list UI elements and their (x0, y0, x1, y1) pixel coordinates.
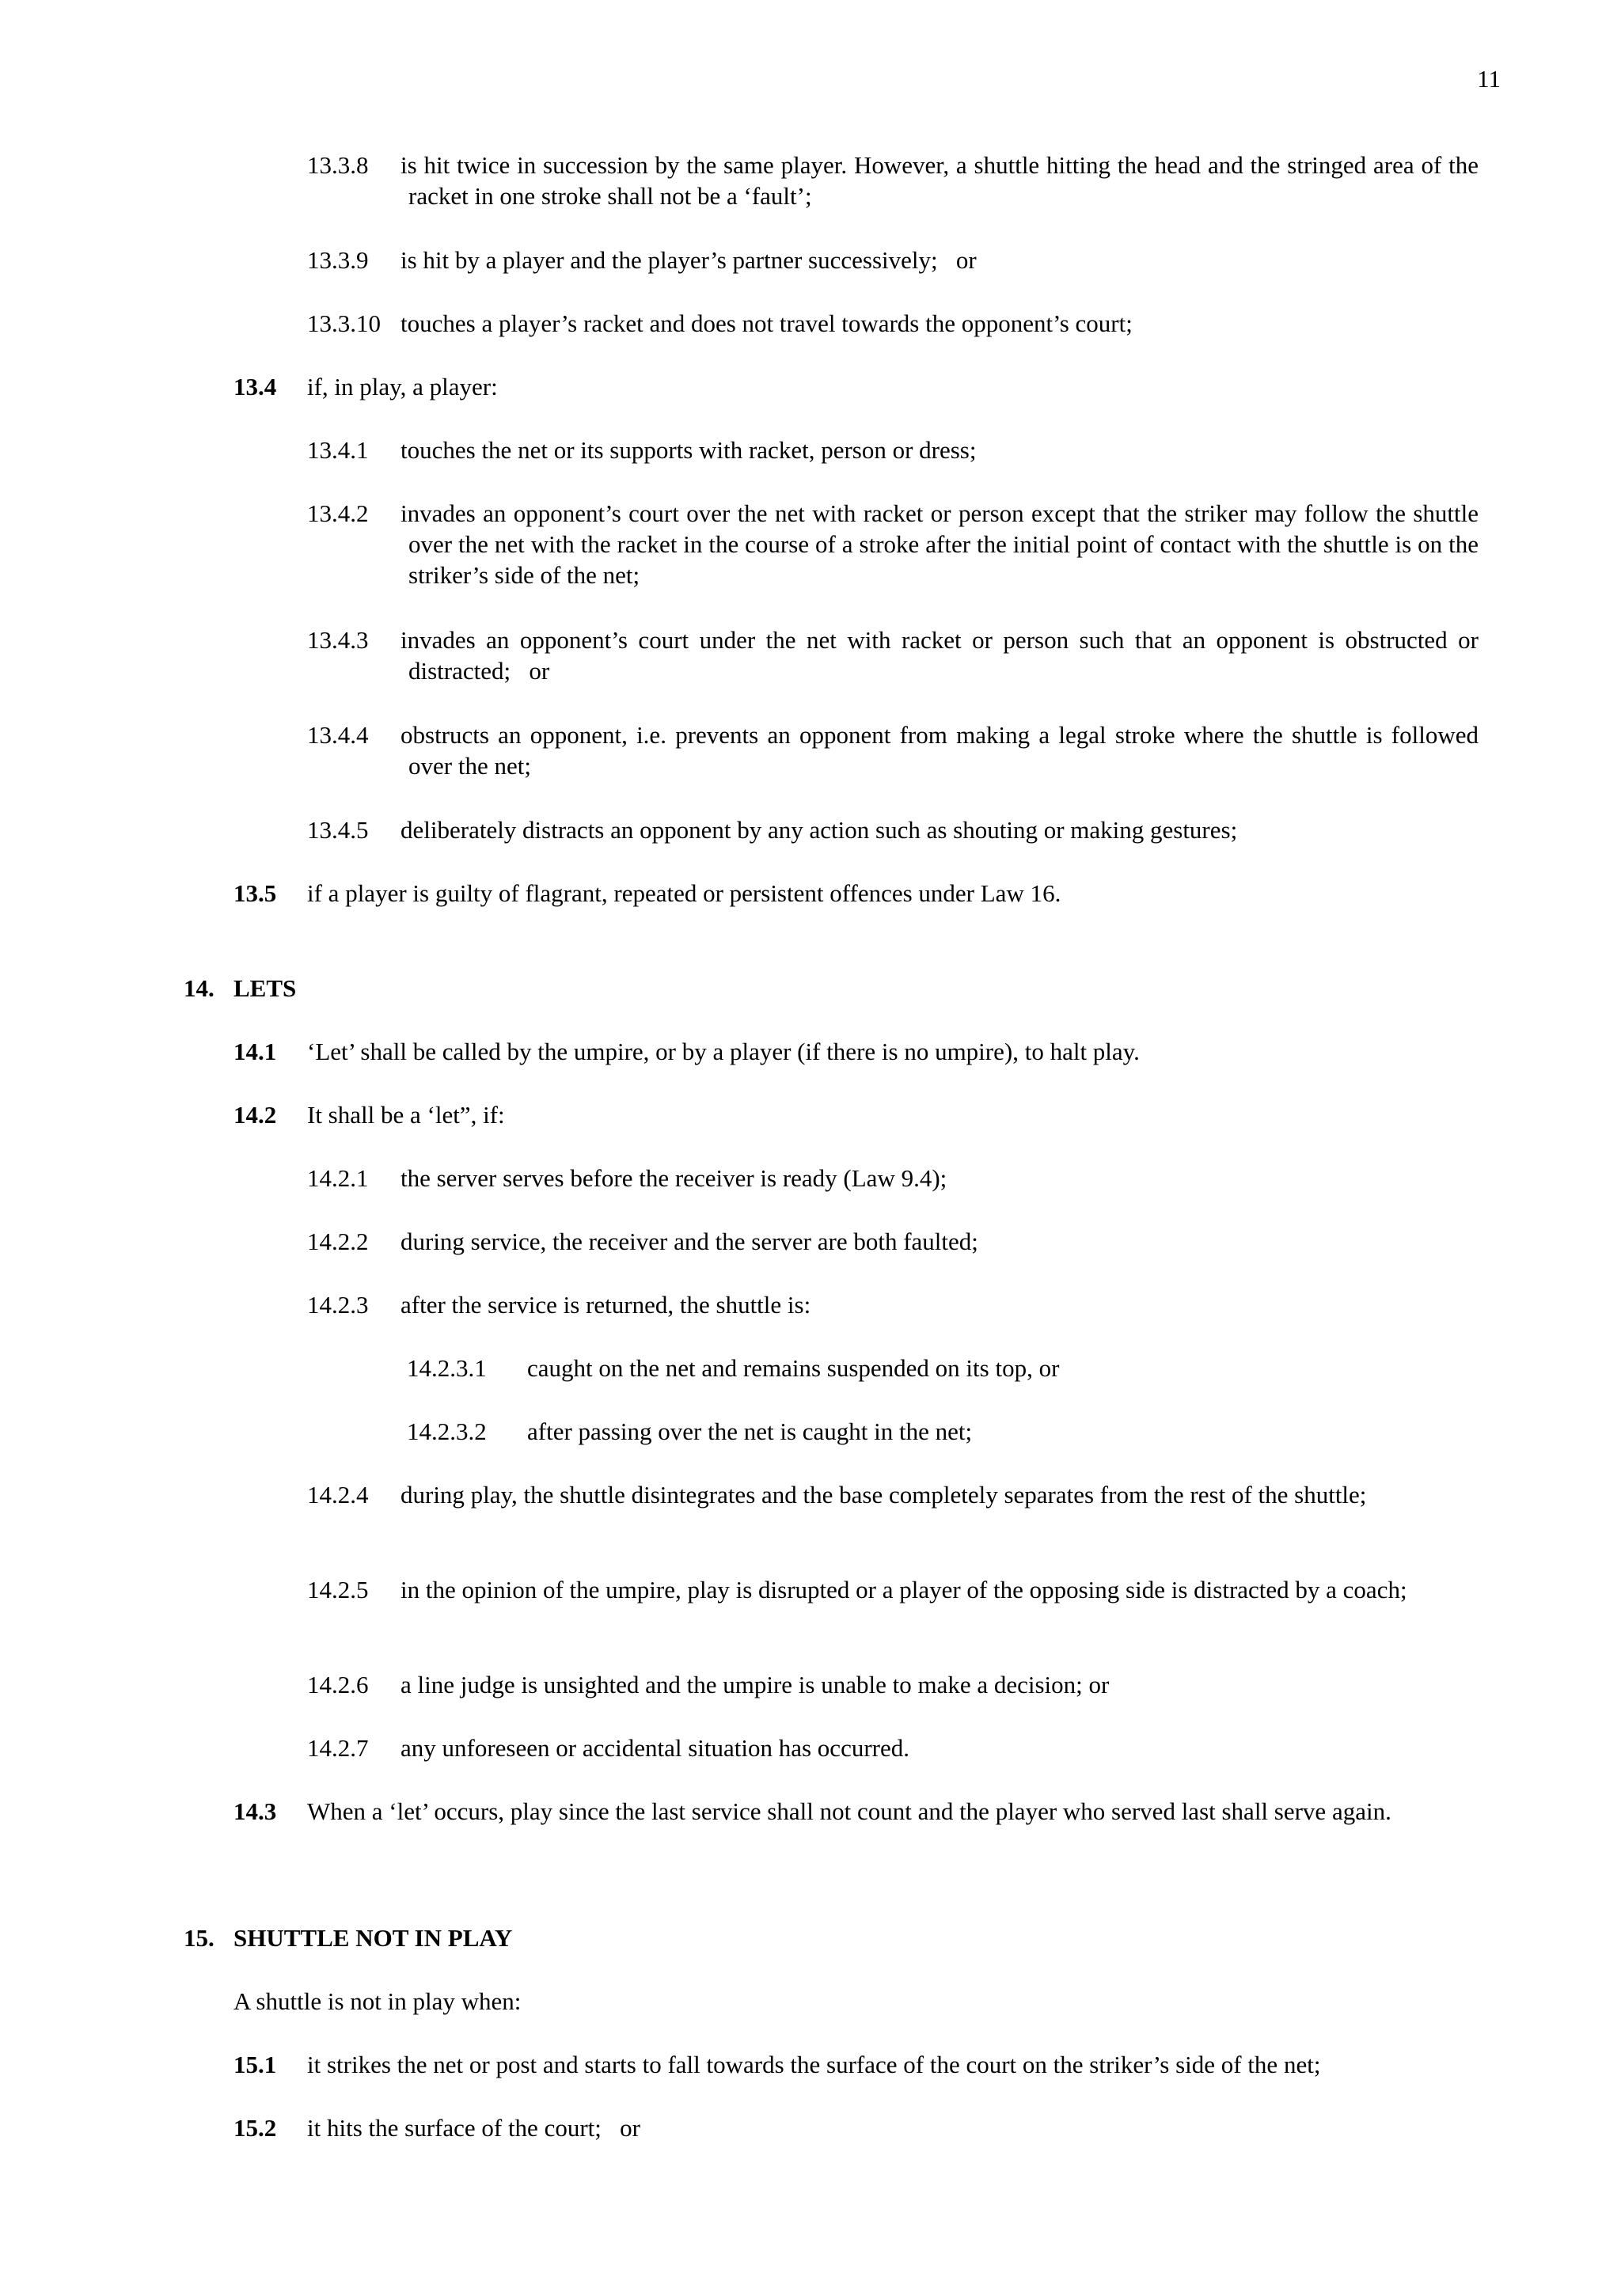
clause-13-4-1 (307, 435, 1479, 465)
clause-number: 13.4.3 (307, 626, 369, 654)
clause-text: if, in play, a player: (307, 373, 498, 400)
clause-number: 13.4 (233, 373, 277, 400)
section-number: 14. (184, 974, 214, 1002)
clause-text: during service, the receiver and the server are both faulted; (401, 1228, 978, 1255)
clause-15-1 (233, 2049, 1479, 2080)
clause-14-3 (233, 1796, 1479, 1827)
clause-text: is hit by a player and the player’s partner successively; or (401, 246, 977, 274)
clause-number: 14.2.2 (307, 1228, 369, 1255)
clause-15-2 (233, 2112, 1479, 2143)
clause-13-4-5 (307, 814, 1479, 845)
page-number: 11 (1477, 65, 1501, 93)
clause-text: invades an opponent’s court under the net with racket or person such that an opponent is obstructed or distracted; or (401, 626, 1479, 685)
section-intro: A shuttle is not in play when: (233, 1987, 522, 2015)
clause-number: 14.2 (233, 1101, 277, 1129)
clause-14-2-1 (307, 1163, 1479, 1194)
clause-number: 13.3.9 (307, 246, 369, 274)
clause-text: a line judge is unsighted and the umpire is unable to make a decision; or (401, 1671, 1110, 1698)
clause-13-3-9 (307, 245, 1479, 275)
clause-text: When a ‘let’ occurs, play since the last service shall not count and the player who served last shall serve again. (307, 1797, 1391, 1825)
clause-number: 13.4.1 (307, 436, 369, 464)
clause-number: 14.2.3 (307, 1291, 369, 1319)
clause-number: 13.4.4 (307, 721, 369, 749)
clause-14-2-6 (307, 1669, 1479, 1700)
clause-14-2-7 (307, 1732, 1479, 1763)
clause-number: 13.3.8 (307, 151, 369, 179)
clause-text: after passing over the net is caught in the net; (527, 1417, 973, 1445)
clause-13-4-2 (307, 498, 1479, 590)
clause-14-2-4 (307, 1479, 1479, 1510)
clause-text: obstructs an opponent, i.e. prevents an opponent from making a legal stroke where the shuttle is followed over the net; (401, 721, 1479, 780)
clause-text: the server serves before the receiver is ready (Law 9.4); (401, 1164, 947, 1192)
clause-number: 14.2.6 (307, 1671, 369, 1698)
clause-text: invades an opponent’s court over the net with racket or person except that the striker may follow the shuttle over the net with the racket in the course of a stroke after the initial point of contact with the shuttle is on the striker’s side of the net; (401, 499, 1479, 589)
clause-text: if a player is guilty of flagrant, repeated or persistent offences under Law 16. (307, 879, 1061, 907)
clause-text: deliberately distracts an opponent by any action such as shouting or making gestures; (401, 816, 1238, 844)
clause-14-2-2 (307, 1226, 1479, 1257)
clause-number: 15.2 (233, 2114, 277, 2142)
clause-13-3-10 (307, 308, 1479, 339)
clause-number: 14.2.3.1 (407, 1354, 487, 1382)
clause-text: It shall be a ‘let”, if: (307, 1101, 505, 1129)
clause-text: touches the net or its supports with racket, person or dress; (401, 436, 977, 464)
clause-13-4-3 (307, 624, 1479, 686)
section-heading-14 (184, 973, 1479, 1004)
clause-13-4-4 (307, 719, 1479, 781)
clause-number: 14.2.3.2 (407, 1417, 487, 1445)
clause-text: it strikes the net or post and starts to fall towards the surface of the court on the striker’s side of the net; (307, 2051, 1321, 2078)
clause-text: caught on the net and remains suspended on its top, or (527, 1354, 1060, 1382)
clause-14-1 (233, 1036, 1479, 1067)
section-title: SHUTTLE NOT IN PLAY (233, 1924, 513, 1952)
clause-14-2-3-1 (407, 1353, 1479, 1383)
section-heading-15 (184, 1922, 1479, 1953)
clause-number: 13.4.5 (307, 816, 369, 844)
clause-number: 13.3.10 (307, 309, 381, 337)
clause-number: 13.5 (233, 879, 277, 907)
clause-number: 14.3 (233, 1797, 277, 1825)
clause-14-2-3 (307, 1289, 1479, 1320)
clause-text: is hit twice in succession by the same player. However, a shuttle hitting the head and the stringed area of the racket in one stroke shall not be a ‘fault’; (401, 151, 1479, 210)
clause-number: 14.2.4 (307, 1481, 369, 1509)
clause-number: 14.1 (233, 1038, 277, 1065)
clause-text: in the opinion of the umpire, play is disrupted or a player of the opposing side is distracted by a coach; (401, 1576, 1407, 1603)
clause-13-3-8 (307, 150, 1479, 211)
clause-text: after the service is returned, the shuttle is: (401, 1291, 811, 1319)
clause-14-2 (233, 1099, 1479, 1130)
clause-14-2-3-2 (407, 1416, 1479, 1447)
clause-number: 13.4.2 (307, 499, 369, 527)
clause-text: any unforeseen or accidental situation has occurred. (401, 1734, 909, 1762)
section-number: 15. (184, 1924, 214, 1952)
clause-text: during play, the shuttle disintegrates and the base completely separates from the rest of the shuttle; (401, 1481, 1367, 1509)
clause-text: it hits the surface of the court; or (307, 2114, 640, 2142)
clause-number: 14.2.1 (307, 1164, 369, 1192)
clause-13-4 (233, 371, 1479, 402)
section-title: LETS (233, 974, 297, 1002)
clause-text: ‘Let’ shall be called by the umpire, or by a player (if there is no umpire), to halt play. (307, 1038, 1140, 1065)
clause-14-2-5 (307, 1574, 1479, 1605)
clause-13-5 (233, 878, 1479, 909)
clause-number: 14.2.7 (307, 1734, 369, 1762)
clause-number: 14.2.5 (307, 1576, 369, 1603)
clause-number: 15.1 (233, 2051, 277, 2078)
clause-text: touches a player’s racket and does not travel towards the opponent’s court; (401, 309, 1133, 337)
